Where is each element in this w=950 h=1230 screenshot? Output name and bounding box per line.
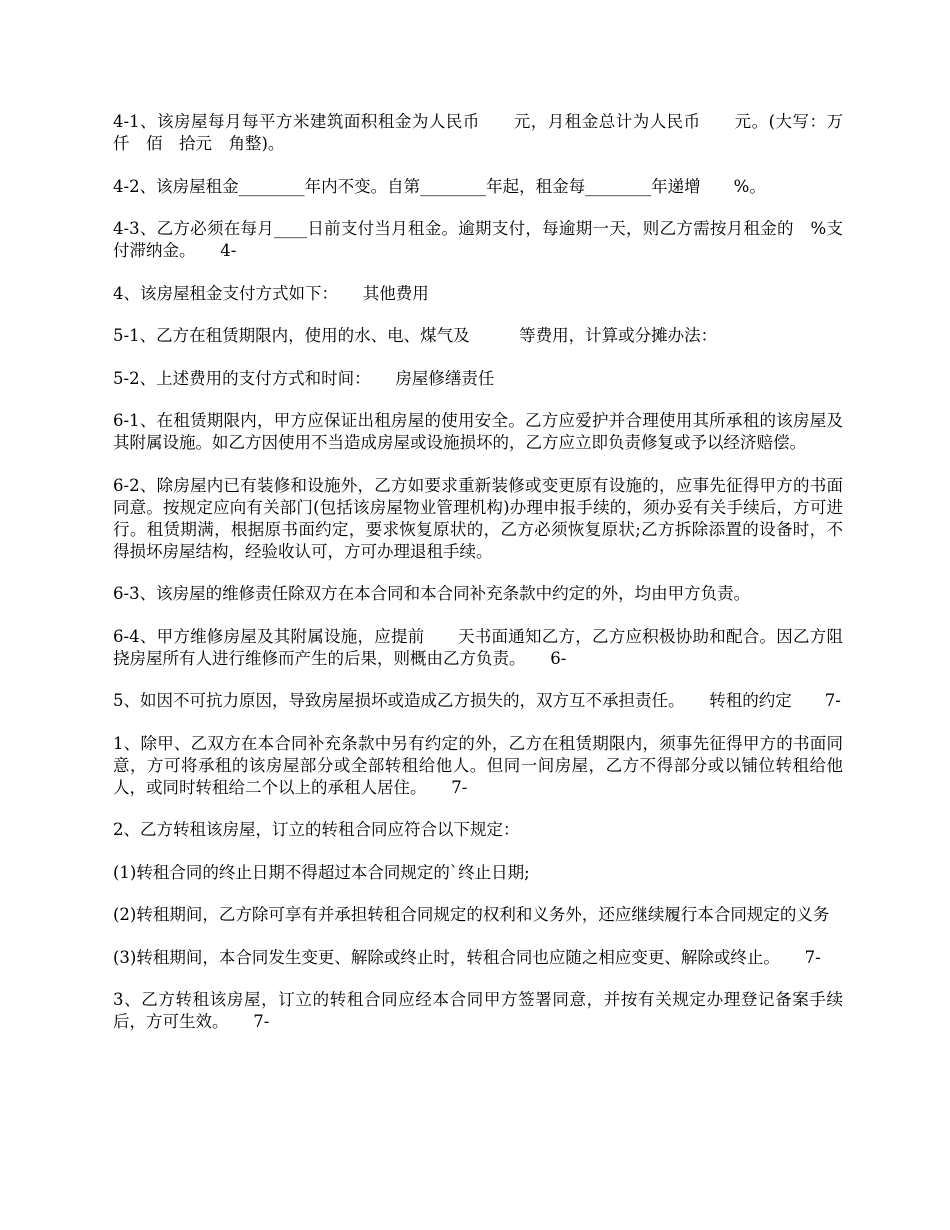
document-body [113, 111, 860, 1054]
clause-4-1: 4-1、该房屋每月每平方米建筑面积租金为人民币 元，月租金总计为人民币 元。(大写：万 仟 佰 拾元 角整)。 [113, 112, 860, 153]
clause-6-5: 5、如因不可抗力原因，导致房屋损坏或造成乙方损失的，双方互不承担责任。 转租的约定 7- [113, 691, 841, 710]
clause-7-2-item-1: (1)转租合同的终止日期不得超过本合同规定的`终止日期; [113, 862, 530, 882]
clause-7-1: 1、除甲、乙双方在本合同补充条款中另有约定的外，乙方在租赁期限内，须事先征得甲方的书面同意，方可将承租的该房屋部分或全部转租给他人。但同一间房屋，乙方不得部分或以铺位转租给他人，或同时转租给二个以上的承租人居住。 7- [113, 733, 843, 797]
clause-6-4: 6-4、甲方维修房屋及其附属设施，应提前 天书面通知乙方，乙方应积极协助和配合。因乙方阻挠房屋所有人进行维修而产生的后果，则概由乙方负责。 6- [113, 626, 843, 668]
clause-4-3: 4-3、乙方必须在每月____日前支付当月租金。逾期支付，每逾期一天，则乙方需按月租金的 %支付滞纳金。 4- [113, 219, 843, 260]
clause-6-3: 6-3、该房屋的维修责任除双方在本合同和本合同补充条款中约定的外，均由甲方负责。 [113, 584, 751, 603]
clause-4-4: 4、该房屋租金支付方式如下： 其他费用 [113, 283, 429, 303]
clause-7-2-item-2: (2)转租期间，乙方除可享有并承担转租合同规定的权利和义务外，还应继续履行本合同规定的义务 [113, 905, 830, 924]
clause-6-1: 6-1、在租赁期限内，甲方应保证出租房屋的使用安全。乙方应爱护并合理使用其所承租的该房屋及其附属设施。如乙方因使用不当造成房屋或设施损坏的，乙方应立即负责修复或予以经济赔偿。 [113, 411, 843, 452]
clause-5-1: 5-1、乙方在租赁期限内，使用的水、电、煤气及 等费用，计算或分摊办法： [113, 326, 718, 345]
clause-5-2: 5-2、上述费用的支付方式和时间： 房屋修缮责任 [113, 368, 495, 388]
clause-7-2: 2、乙方转租该房屋，订立的转租合同应符合以下规定： [113, 820, 520, 839]
clause-7-2-item-3: (3)转租期间，本合同发生变更、解除或终止时，转租合同也应随之相应变更、解除或终止。 7- [113, 947, 821, 967]
clause-7-3: 3、乙方转租该房屋，订立的转租合同应经本合同甲方签署同意，并按有关规定办理登记备案手续后，方可生效。 7- [113, 990, 843, 1031]
clause-6-2: 6-2、除房屋内已有装修和设施外，乙方如要求重新装修或变更原有设施的，应事先征得甲方的书面同意。按规定应向有关部门(包括该房屋物业管理机构)办理申报手续的，须办妥有关手续后，方可进行。租赁期满，根据原书面约定，要求恢复原状的，乙方必须恢复原状;乙方拆除添置的设备时，不得损坏房屋结构，经验收认可，方可办理退租手续。 [113, 475, 843, 561]
clause-4-2: 4-2、该房屋租金________年内不变。自第________年起，租金每________年递增 %。 [113, 176, 766, 196]
